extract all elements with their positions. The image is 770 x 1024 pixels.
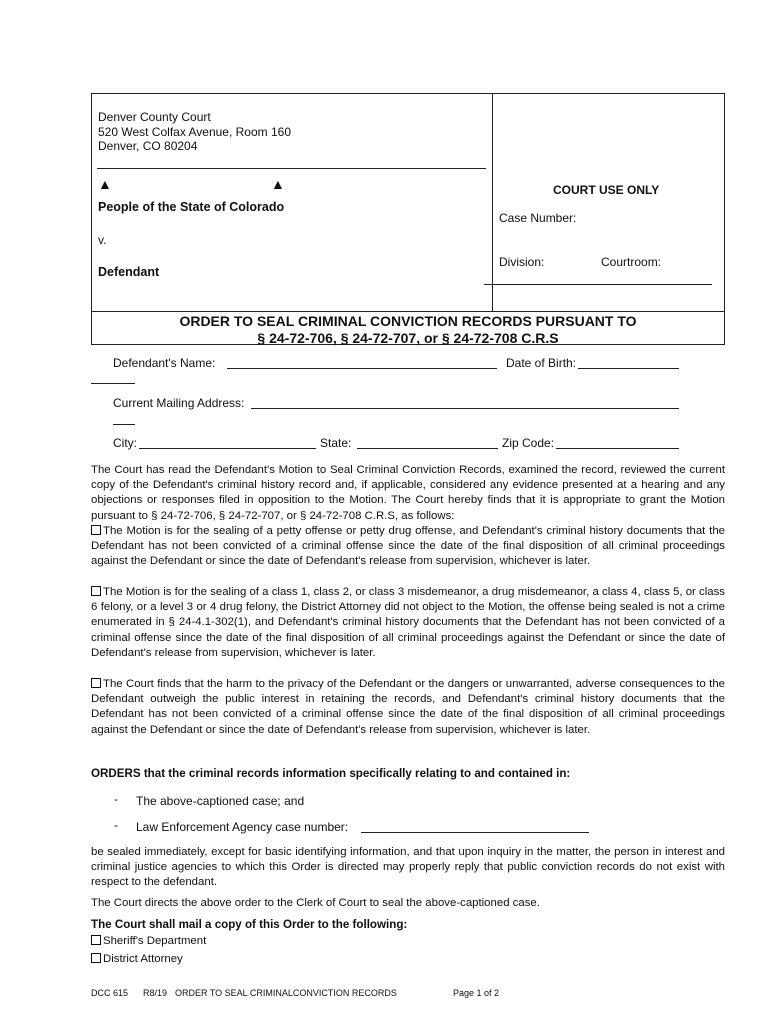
dob-label: Date of Birth: [506,356,577,370]
title-top-rule [91,311,725,312]
caption-divider [492,93,493,311]
option1-checkbox[interactable] [91,525,101,535]
directs-paragraph: The Court directs the above order to the Clerk of Court to seal the above-captioned case. [91,897,540,909]
order-title-line1: ORDER TO SEAL CRIMINAL CONVICTION RECORDS PURSUANT TO [179,313,637,329]
agency-case-number-field[interactable] [361,832,589,833]
defendant-name-label: Defendant's Name: [113,356,216,370]
case-number-label: Case Number: [499,211,577,225]
mail-heading: The Court shall mail a copy of this Order to the following: [91,918,408,931]
orders-heading: ORDERS that the criminal records information specifically relating to and contained in: [91,767,571,780]
court-address-line2: Denver, CO 80204 [98,139,198,153]
sheriff-checkbox[interactable] [91,935,101,945]
da-checkbox[interactable] [91,953,101,963]
city-field[interactable] [139,448,316,449]
state-field[interactable] [357,448,498,449]
option2-checkbox[interactable] [91,586,101,596]
footer-code: DCC 615 [91,988,129,998]
zip-label: Zip Code: [502,436,555,450]
court-address-line1: 520 West Colfax Avenue, Room 160 [98,124,292,139]
defendant-name-field[interactable] [227,368,497,369]
division-label: Division: [499,255,545,269]
courtroom-label: Courtroom: [601,255,662,269]
option3-checkbox[interactable] [91,678,101,688]
defendant-label: Defendant [98,265,160,279]
dob-field-continuation [91,383,135,384]
order-title [92,313,724,347]
address-rule [97,168,486,169]
mailing-address-field[interactable] [251,408,679,409]
bullet1-dash: - [114,792,118,806]
versus-label: v. [98,233,107,247]
option2-paragraph [91,585,725,661]
option2-text: The Motion is for the sealing of a class 1, class 2, or class 3 misdemeanor, a drug misdemeanor, a class 4, class 5, or class 6 felony, or a level 3 or 4 drug felony, the District Attorney did not object to the Motion, the offense being sealed is not a crime enumerated in § 24-4.1-302(1), and Defendant's criminal history documents that the Defendant has not been convicted of a criminal offense since the date of the final disposition of all criminal proceedings against the Defendant or since the date of Defendant's release from supervision, whichever is later. [91,586,725,659]
court-use-only-label: COURT USE ONLY [553,183,660,197]
option3-text: The Court finds that the harm to the privacy of the Defendant or the dangers or unwarranted, adverse consequences to the Defendant outweigh the public interest in retaining the records, and Defendant's criminal history documents that the Defendant has not been convicted of a criminal offense since the date of the final disposition of all criminal proceedings against the Defendant or since the date of Defendant's release from supervision, whichever is later. [91,678,725,736]
caption-triangle-right-icon: ▲ [271,176,285,192]
order-title-line2: § 24-72-706, § 24-72-707, or § 24-72-708 C.R.S [257,330,559,346]
court-name: Denver County Court [98,110,211,124]
option1-text: The Motion is for the sealing of a petty offense or petty drug offense, and Defendant's criminal history documents that the Defendant has not been convicted of a criminal offense since the date of the final disposition of all criminal proceedings against the Defendant or since the date of Defendant's release from supervision, whichever is later. [91,525,725,568]
mail-item-da-label: District Attorney [103,953,183,965]
mailing-address-continuation [113,424,135,425]
footer-page-number: Page 1 of 2 [453,988,500,998]
mail-item-sheriff-label: Sheriff's Department [103,935,207,947]
city-label: City: [113,436,137,450]
dob-field[interactable] [578,368,679,369]
option1-paragraph [91,524,725,570]
bullet2-dash: - [114,818,118,832]
caption-triangle-left-icon: ▲ [98,176,112,192]
state-label: State: [320,436,352,450]
plaintiff-name: People of the State of Colorado [98,200,285,214]
intro-paragraph: The Court has read the Defendant's Motion to Seal Criminal Conviction Records, examined the record, reviewed the current copy of the Defendant's criminal history record and, if applicable, considered any evidence presented at a hearing and any objections or responses filed in opposition to the Motion. The Court hereby finds that it is appropriate to grant the Motion pursuant to § 24-72-706, § 24-72-707, or § 24-72-708 C.R.S, as follows: [91,464,725,522]
footer-form-title: ORDER TO SEAL CRIMINALCONVICTION RECORDS [175,988,397,998]
court-address [98,110,291,154]
bullet2-text: Law Enforcement Agency case number: [136,820,349,834]
case-info-rule [484,284,712,285]
mailing-address-label: Current Mailing Address: [113,396,245,410]
zip-field[interactable] [556,448,679,449]
option3-paragraph [91,677,725,738]
mail-item-sheriff [91,935,206,947]
sealed-paragraph: be sealed immediately, except for basic identifying information, and that upon inquiry in the matter, the person in interest and criminal justice agencies to which this Order is directed may properly reply that public conviction records do not exist with respect to the defendant. [91,846,725,889]
footer-revision: R8/19 [143,988,168,998]
bullet1-text: The above-captioned case; and [136,794,305,808]
mail-item-da [91,953,183,965]
